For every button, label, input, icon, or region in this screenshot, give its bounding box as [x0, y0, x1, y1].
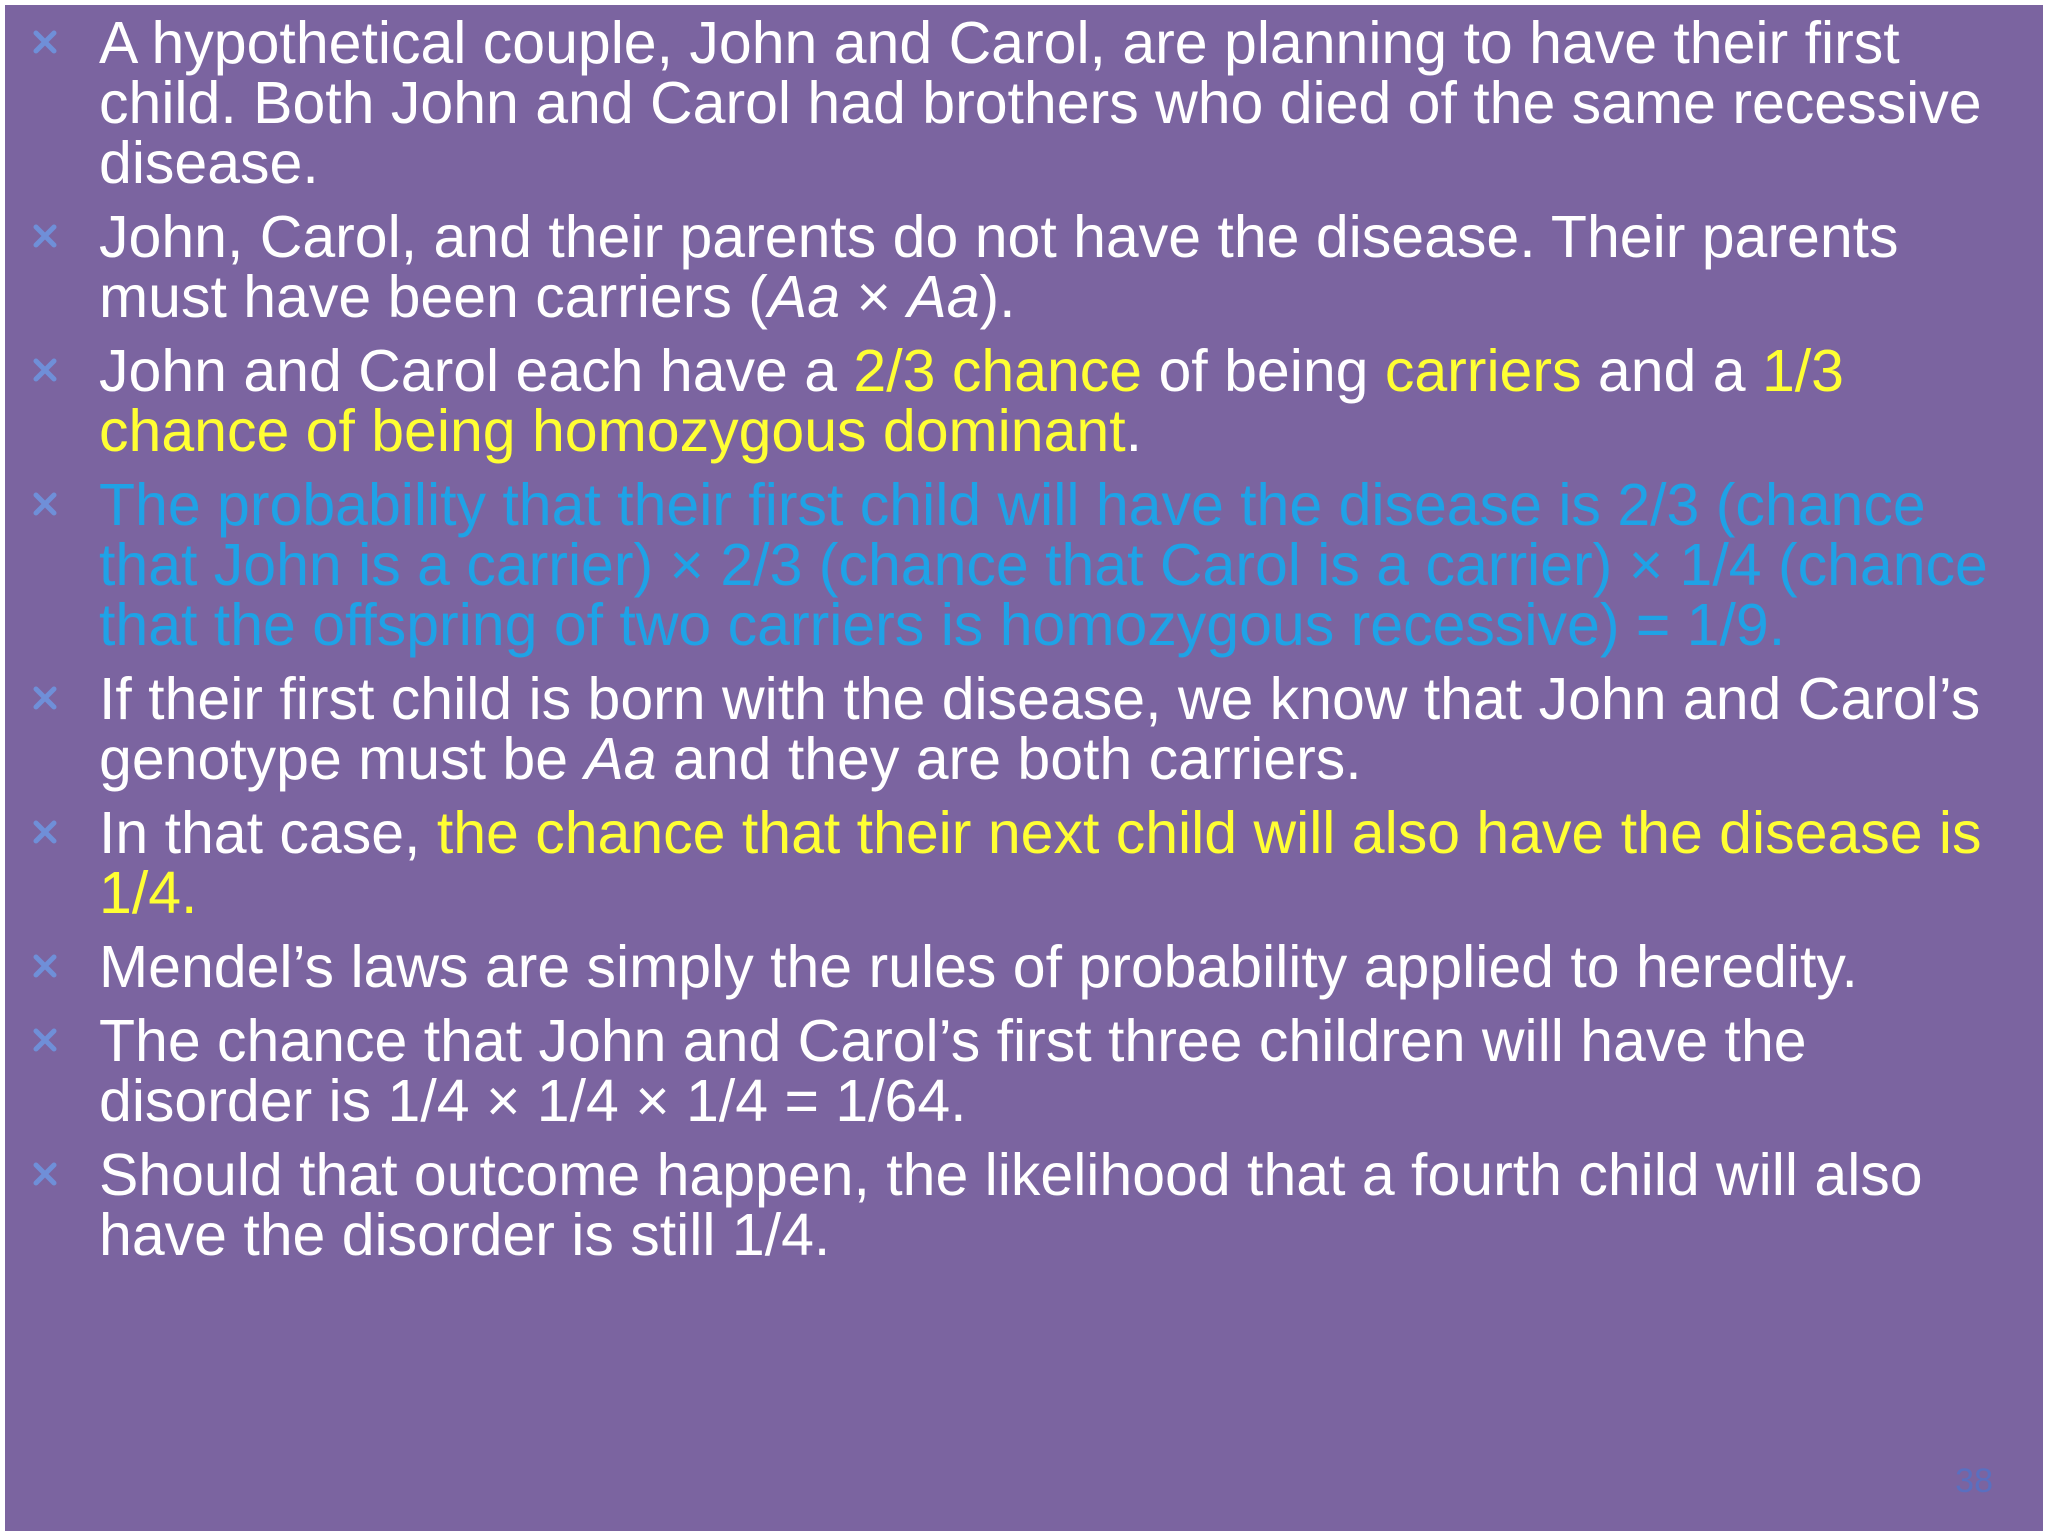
bullet-text: Should that outcome happen, the likelihood that a fourth child will also have the disorder is still 1/4.: [99, 1142, 1923, 1268]
bullet-text: A hypothetical couple, John and Carol, are planning to have their first child. Both John and Carol had brothers who died of the same recessive disease.: [99, 10, 1982, 196]
bullet-text: The chance that John and Carol’s first three children will have the disorder is 1/4 × 1/4 × 1/4 = 1/64.: [99, 1008, 1807, 1134]
highlight-text: carriers: [1384, 338, 1582, 404]
x-mark-icon: [30, 221, 60, 251]
x-mark-icon: [30, 951, 60, 981]
x-mark-icon: [30, 27, 60, 57]
slide-number: 38: [1955, 1462, 1993, 1500]
bullet-text: of being: [1142, 338, 1385, 404]
bullet-text: Mendel’s laws are simply the rules of probability applied to heredity.: [99, 934, 1858, 1000]
bullet-text: ×: [840, 264, 908, 330]
highlight-text: 1/3 chance of being homozygous dominant: [99, 338, 1844, 464]
genotype-text: Aa: [767, 264, 841, 330]
highlight-text: 2/3 chance: [853, 338, 1143, 404]
bullet-item: [5, 10, 2043, 196]
x-mark-icon: [30, 683, 60, 713]
genotype-text: Aa: [907, 264, 980, 330]
slide: [5, 5, 2043, 1531]
bullet-item: [5, 1008, 2043, 1134]
bullet-item: [5, 472, 2043, 658]
x-mark-icon: [30, 489, 60, 519]
x-mark-icon: [30, 817, 60, 847]
bullet-item: [5, 338, 2043, 464]
bullet-text: John and Carol each have a: [99, 338, 854, 404]
bullet-item: [5, 800, 2043, 926]
x-mark-icon: [30, 1159, 60, 1189]
bullet-text: ).: [979, 264, 1016, 330]
highlight-text: the chance that their next child will also have the disease is 1/4.: [99, 800, 1982, 926]
bullet-item: [5, 1142, 2043, 1268]
bullet-item: [5, 934, 2043, 1000]
bullet-text: In that case,: [99, 800, 437, 866]
x-mark-icon: [30, 355, 60, 385]
genotype-text: Aa: [584, 726, 657, 792]
bullet-item: [5, 204, 2043, 330]
bullet-item: [5, 666, 2043, 792]
bullet-text: and a: [1581, 338, 1762, 404]
bullet-text: .: [1125, 398, 1143, 464]
x-mark-icon: [30, 1025, 60, 1055]
bullet-text: and they are both carriers.: [656, 726, 1362, 792]
bullet-text: If their first child is born with the disease, we know that John and Carol’s genotype must be: [99, 666, 1981, 792]
bullet-list: [5, 5, 2043, 1279]
highlight-text: The probability that their first child will have the disease is 2/3 (chance that John is a carrier) × 2/3 (chance that Carol is a carrier) × 1/4 (chance that the offspring of two carriers is homozygous recessive) = 1/9.: [99, 472, 1988, 658]
bullet-text: John, Carol, and their parents do not have the disease. Their parents must have been carriers (: [99, 204, 1899, 330]
